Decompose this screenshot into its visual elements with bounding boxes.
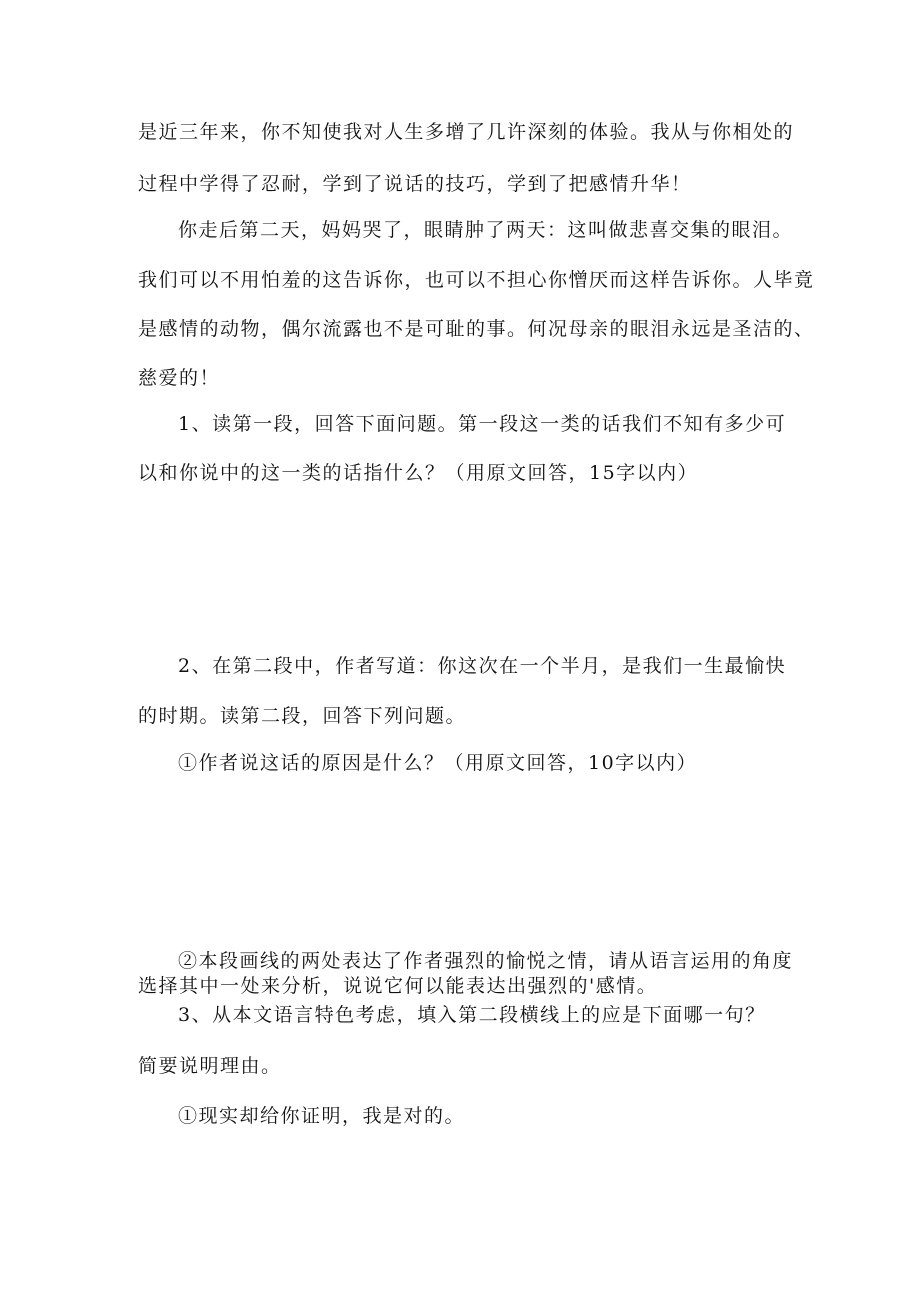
question-2-sub-2-line-1: ②本段画线的两处表达了作者强烈的愉悦之情，请从语言运用的角度 xyxy=(178,950,794,972)
question-2-sub-1: ①作者说这话的原因是什么？（用原文回答，10字以内） xyxy=(178,752,698,774)
paragraph-1-line-1: 是近三年来，你不知使我对人生多增了几许深刻的体验。我从与你相处的 xyxy=(138,121,795,143)
question-2-line-2: 的时期。读第二段，回答下列问题。 xyxy=(138,705,467,727)
paragraph-2-line-3: 是感情的动物，偶尔流露也不是可耻的事。何况母亲的眼泪永远是圣洁的、 xyxy=(138,318,815,340)
question-3-line-1: 3、从本文语言特色考虑，填入第二段横线上的应是下面哪一句？ xyxy=(178,1004,766,1026)
paragraph-2-line-4: 慈爱的！ xyxy=(138,367,221,389)
question-2-sub-2-line-2: 选择其中一处来分析，说说它何以能表达出强烈的'感情。 xyxy=(138,975,658,997)
paragraph-2-line-2: 我们可以不用怕羞的这告诉你，也可以不担心你憎厌而这样告诉你。人毕竟 xyxy=(138,269,815,291)
question-2-line-1: 2、在第二段中，作者写道：你这次在一个半月，是我们一生最愉快 xyxy=(178,655,787,677)
question-1-line-1: 1、读第一段，回答下面问题。第一段这一类的话我们不知有多少可 xyxy=(178,413,787,435)
paragraph-2-line-1: 你走后第二天，妈妈哭了，眼睛肿了两天：这叫做悲喜交集的眼泪。 xyxy=(178,219,794,241)
paragraph-1-line-2: 过程中学得了忍耐，学到了说话的技巧，学到了把感情升华！ xyxy=(138,173,692,195)
question-1-line-2: 以和你说中的这一类的话指什么？（用原文回答，15字以内） xyxy=(138,462,699,484)
question-3-line-2: 简要说明理由。 xyxy=(138,1055,282,1077)
question-3-option-1: ①现实却给你证明，我是对的。 xyxy=(178,1105,466,1127)
